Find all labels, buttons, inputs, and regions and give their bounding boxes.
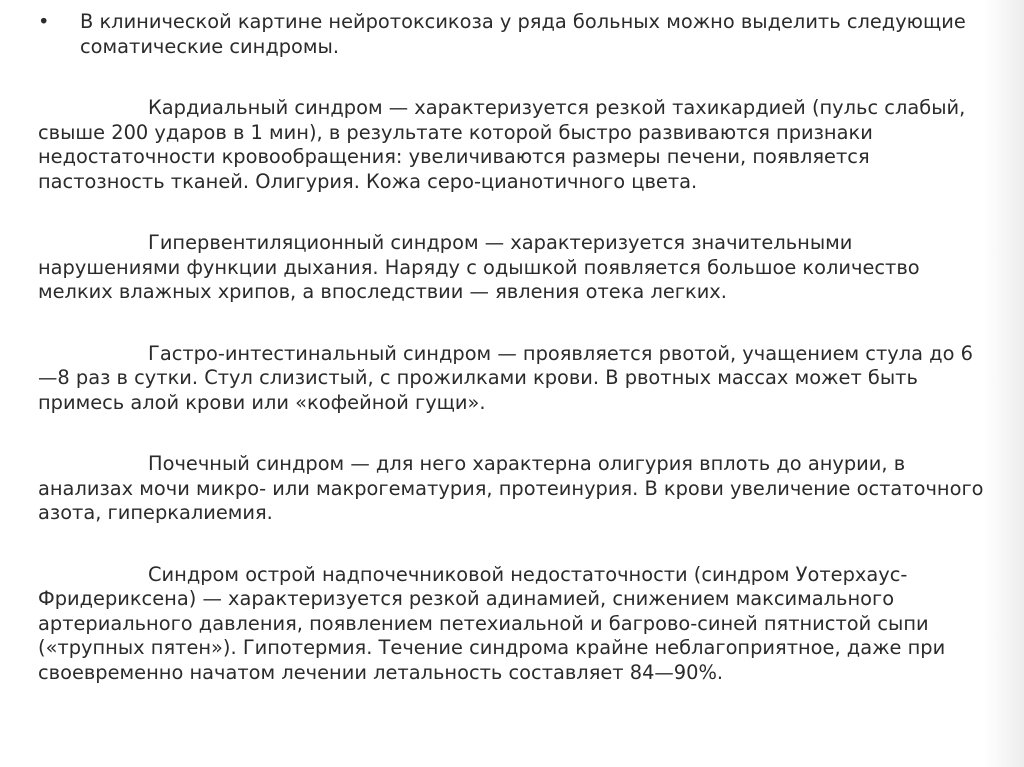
paragraph-gastrointestinal-syndrome: Гастро-интестинальный синдром — проявляется рвотой, учащением стула до 6—8 раз в сутки. Стул слизистый, с прожилками крови. В рвотных массах может быть примесь алой крови или «кофейной гущи». [38,341,973,414]
paragraph-renal-syndrome: Почечный синдром — для него характерна олигурия вплоть до анурии, в анализах мочи микро- или макрогематурия, протеинурия. В крови увеличение остаточного азота, гиперкалиемия. [38,452,984,524]
bullet-marker: • [38,10,50,33]
bullet-item [38,10,990,59]
paragraph-cardiac-syndrome: Кардиальный синдром — характеризуется резкой тахикардией (пульс слабый, свыше 200 ударов в 1 мин), в результате которой быстро развиваются признаки недостаточности кровообращения: увеличиваются размеры печени, появляется пастозность тканей. Олигурия. Кожа серо-цианотичного цвета. [38,96,966,193]
bullet-text: В клинической картине нейротоксикоза у ряда больных можно выделить следующие соматические синдромы. [80,10,966,58]
slide-content [38,10,990,722]
paragraph-adrenal-insufficiency-syndrome: Синдром острой надпочечниковой недостаточности (синдром Уотерхаус-Фридериксена) — характеризуется резкой адинамией, снижением максимального артериального давления, появлением петехиальной и багрово-синей пятнистой сыпи («трупных пятен»). Гипотермия. Течение синдрома крайне неблагоприятное, даже при своевременно начатом лечении летальность составляет 84—90%. [38,562,946,684]
paragraph-hyperventilation-syndrome: Гипервентиляционный синдром — характеризуется значительными нарушениями функции дыхания. Наряду с одышкой появляется большое количество мелких влажных хрипов, а впоследствии — явления отека легких. [38,231,920,303]
slide-edge-shadow [984,0,1024,767]
